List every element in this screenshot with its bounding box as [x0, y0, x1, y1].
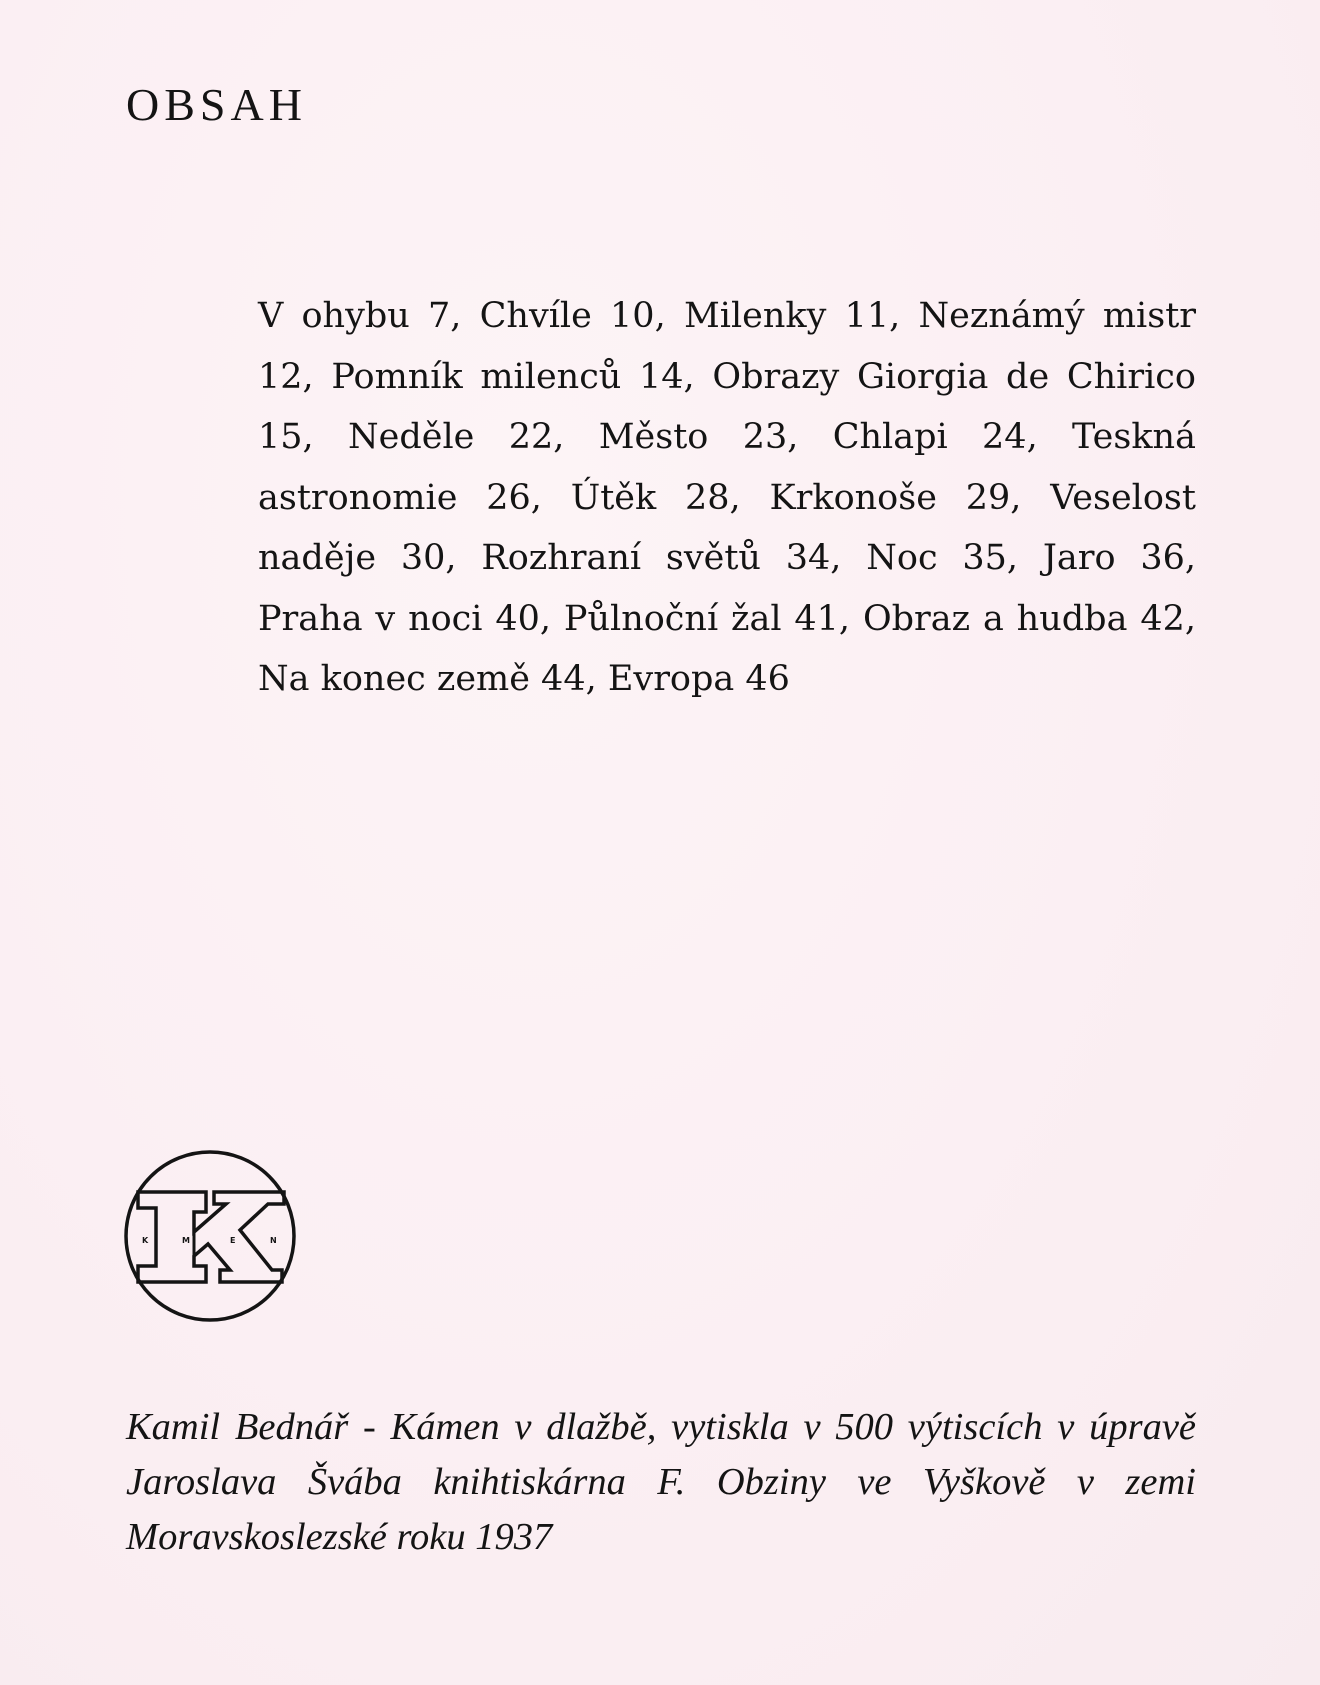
- toc-entry: Na konec země 44,: [258, 659, 597, 699]
- toc-entry: Jaro 36,: [1042, 538, 1196, 578]
- toc-entry: Neznámý mistr 12,: [258, 296, 1196, 397]
- toc-entry: Praha v noci 40,: [258, 598, 552, 639]
- table-of-contents: [258, 286, 1196, 710]
- toc-entry: Milenky 11,: [683, 296, 901, 336]
- logo-small-letter: E: [230, 1236, 236, 1245]
- logo-small-letter: M: [182, 1236, 190, 1245]
- toc-entry: Rozhraní světů 34,: [481, 538, 842, 578]
- toc-entry: Pomník milenců 14,: [331, 356, 695, 397]
- logo-small-letter: N: [270, 1236, 277, 1245]
- toc-entry: Obraz a hudba 42,: [862, 598, 1196, 639]
- toc-entry: Noc 35,: [866, 538, 1019, 578]
- toc-entry: Obrazy Giorgia de Chirico 15,: [258, 356, 1196, 457]
- toc-entry: Útěk 28,: [570, 477, 741, 518]
- toc-entry: Evropa 46: [607, 659, 790, 699]
- toc-entry: Teskná astronomie 26,: [258, 417, 1196, 518]
- toc-entry: Neděle 22,: [348, 417, 565, 457]
- toc-entry: Chvíle 10,: [479, 296, 666, 336]
- toc-entry: V ohybu 7,: [258, 296, 462, 336]
- toc-entry: Chlapi 24,: [832, 417, 1038, 457]
- publisher-logo: [122, 1148, 298, 1324]
- toc-entry: Půlnoční žal 41,: [563, 598, 851, 639]
- toc-entry: Veselost naděje 30,: [258, 477, 1196, 578]
- page-heading: OBSAH: [126, 79, 307, 130]
- toc-entry: Město 23,: [598, 417, 799, 457]
- toc-entry: Krkonoše 29,: [769, 477, 1022, 518]
- colophon: Kamil Bednář - Kámen v dlažbě, vytiskla v 500 výtiscích v úpravě Jaroslava Švába knihtiskárna F. Obziny ve Vyškově v zemi Moravskoslezské roku 1937: [126, 1406, 1196, 1558]
- logo-small-letter: K: [142, 1236, 149, 1245]
